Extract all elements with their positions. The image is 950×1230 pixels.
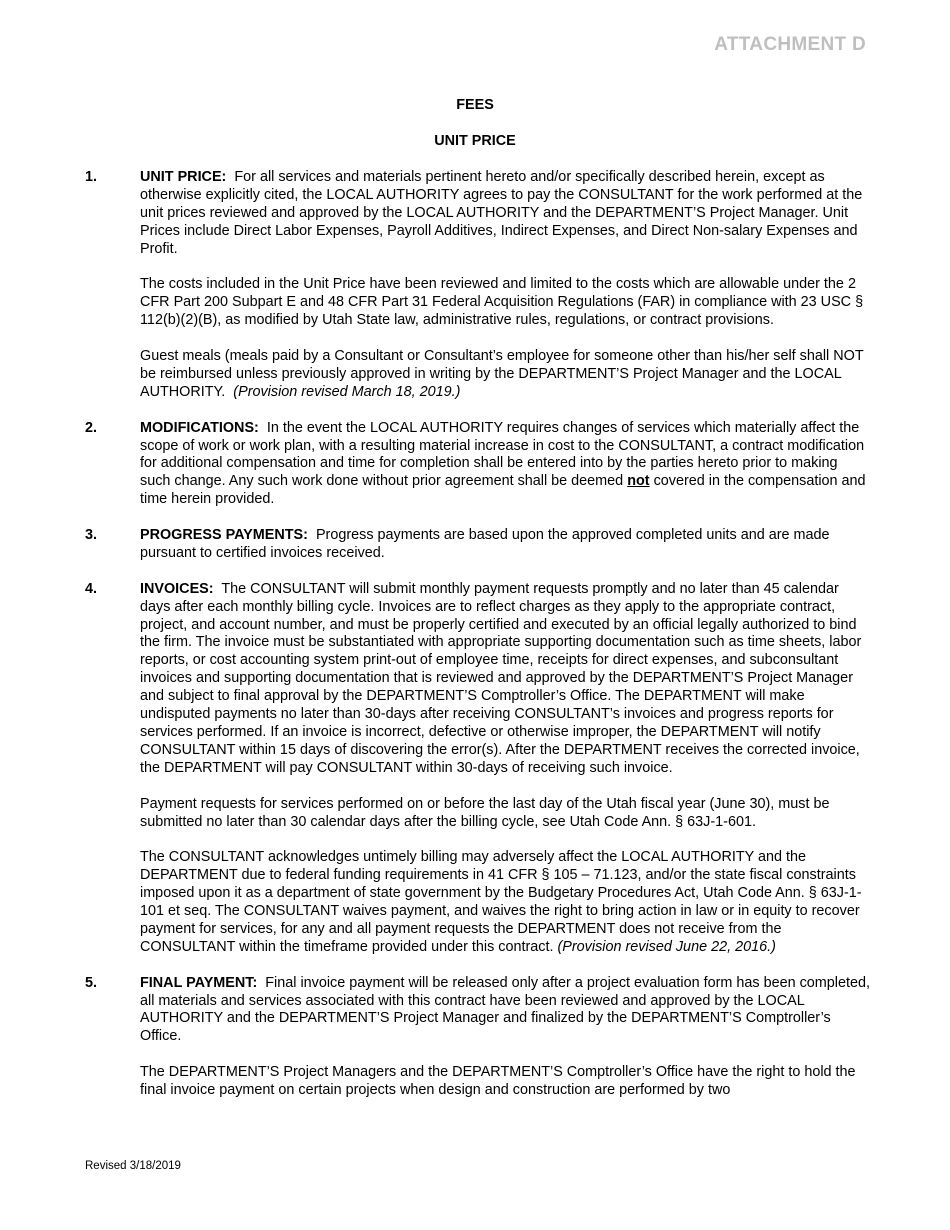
section-paragraph <box>140 975 870 1047</box>
section-heading: PROGRESS PAYMENTS: <box>140 527 308 544</box>
section-paragraph <box>140 581 870 778</box>
revision-note: (Provision revised March 18, 2019.) <box>233 383 461 400</box>
section-number: 5. <box>85 974 98 991</box>
section-heading: MODIFICATIONS: <box>140 419 259 436</box>
paragraph-text: The costs included in the Unit Price have been reviewed and limited to the costs which are allowable under the 2 CFR Part 200 Subpart E and 48 CFR Part 31 Federal Acquisition Regulations (FAR) in compliance with 23 USC § 112(b)(2)(B), as modified by Utah State law, administrative rules, regulations, or contract provisions. <box>140 276 864 329</box>
section-number: 2. <box>85 419 98 436</box>
paragraph-text: Final invoice payment will be released only after a project evaluation form has been completed, all materials and services associated with this contract have been reviewed and approved by the LOCAL AUTHORITY and the DEPARTMENT’S Project Manager and finalized by the DEPARTMENT’S Comptroller’s Office. <box>140 974 871 1045</box>
paragraph-text: The CONSULTANT acknowledges untimely billing may adversely affect the LOCAL AUTHORITY and the DEPARTMENT due to federal funding requirements in 41 CFR § 105 – 71.123, and/or the state fiscal constraints imposed upon it as a department of state government by the Budgetary Procedures Act, Utah Code Ann. § 63J-1-101 et seq. The CONSULTANT waives payment, and waives the right to bring action in law or in equity to recover payment for services, for any and all payment requests the DEPARTMENT does not receive from the CONSULTANT within the timeframe provided under this contract. <box>140 849 862 955</box>
section-modifications <box>85 420 870 510</box>
section-unit-price <box>85 169 870 402</box>
paragraph-text: covered in the compensation and time herein provided. <box>140 473 866 508</box>
section-heading: INVOICES: <box>140 580 214 597</box>
section-paragraph <box>140 348 870 402</box>
section-number: 3. <box>85 527 98 544</box>
paragraph-text: Guest meals (meals paid by a Consultant or Consultant’s employee for someone other than his/her self shall NOT be reimbursed unless previously approved in writing by the DEPARTMENT’S Project Manager and the LOCAL AUTHORITY. <box>140 348 864 400</box>
paragraph-text: The CONSULTANT will submit monthly payment requests promptly and no later than 45 calendar days after each monthly billing cycle. Invoices are to reflect charges as they apply to the appropriate contract, project, and account number, and must be properly certified and executed by an official legally authorized to bind the firm. The invoice must be substantiated with appropriate supporting documentation such as time sheets, labor reports, or cost accounting system print-out of employee time, receipts for direct expenses, and subconsultant invoices and supporting documentation that is reviewed and approved by the DEPARTMENT’S Project Manager and subject to final approval by the DEPARTMENT’S Comptroller’s Office. The DEPARTMENT will make undisputed payments no later than 30-days after receiving CONSULTANT’s invoices and progress reports for services performed. If an invoice is incorrect, defective or otherwise improper, the DEPARTMENT will notify CONSULTANT within 15 days of discovering the error(s). After the DEPARTMENT receives the corrected invoice, the DEPARTMENT will pay CONSULTANT within 30-days of receiving such invoice. <box>140 580 862 776</box>
page-title: FEES <box>456 97 494 113</box>
paragraph-text: In the event the LOCAL AUTHORITY requires changes of services which materially affect the scope of work or work plan, with a resulting material increase in cost to the CONSULTANT, a contract modification for additional compensation and time for completion shall be entered into by the parties hereto prior to making such change. Any such work done without prior agreement shall be deemed <box>140 419 865 490</box>
section-heading: FINAL PAYMENT: <box>140 974 258 991</box>
section-paragraph <box>140 169 870 259</box>
section-number: 4. <box>85 580 98 597</box>
section-paragraph <box>140 796 870 832</box>
section-invoices <box>85 581 870 957</box>
section-paragraph <box>140 420 870 510</box>
paragraph-text: The DEPARTMENT’S Project Managers and the DEPARTMENT’S Comptroller’s Office have the right to hold the final invoice payment on certain projects when design and construction are performed by two <box>140 1064 856 1099</box>
section-heading: UNIT PRICE: <box>140 169 227 185</box>
attachment-label: ATTACHMENT D <box>714 34 866 55</box>
section-paragraph <box>140 276 870 330</box>
section-paragraph <box>140 849 870 956</box>
section-paragraph <box>140 1064 870 1100</box>
paragraph-text: Payment requests for services performed on or before the last day of the Utah fiscal year (June 30), must be submitted no later than 30 calendar days after the billing cycle, see Utah Code Ann. § 63J-1-601. <box>140 795 830 830</box>
section-final-payment <box>85 975 870 1100</box>
emphasis-text: not <box>627 473 650 490</box>
page-subtitle: UNIT PRICE <box>434 133 516 149</box>
section-progress-payments <box>85 527 870 563</box>
revision-note: (Provision revised June 22, 2016.) <box>557 938 776 955</box>
section-number: 1. <box>85 169 98 185</box>
paragraph-text: Progress payments are based upon the approved completed units and are made pursuant to certified invoices received. <box>140 527 830 561</box>
document-body <box>85 169 870 1118</box>
paragraph-text: For all services and materials pertinent hereto and/or specifically described herein, except as otherwise explicitly cited, the LOCAL AUTHORITY agrees to pay the CONSULTANT for the work performed at the unit prices reviewed and approved by the LOCAL AUTHORITY and the DEPARTMENT’S Project Manager. Unit Prices include Direct Labor Expenses, Payroll Additives, Indirect Expenses, and Direct Non-salary Expenses and Profit. <box>140 169 863 257</box>
footer-revised: Revised 3/18/2019 <box>85 1160 181 1172</box>
section-paragraph <box>140 527 870 563</box>
